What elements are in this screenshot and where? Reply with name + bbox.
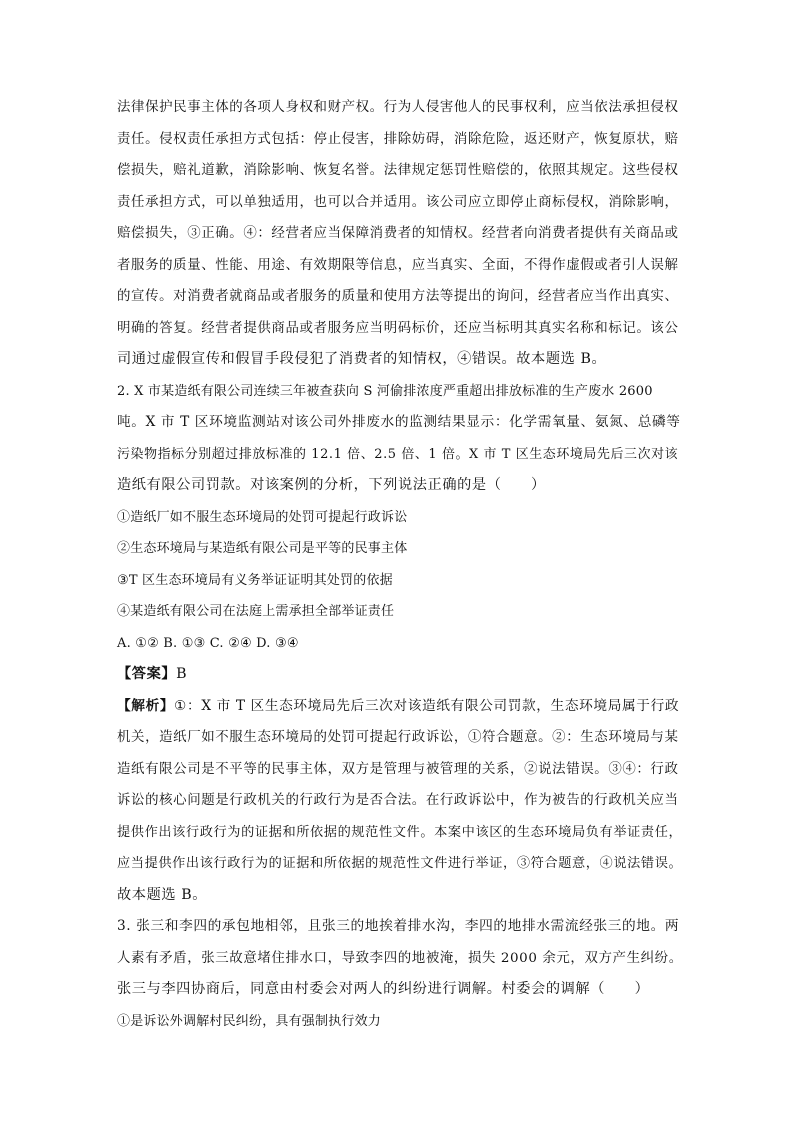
- text-line: ①：X 市 T 区生态环境局先后三次对该造纸有限公司罚款，生态环境局属于行政: [174, 697, 680, 714]
- answer-choices: A. ①② B. ①③ C. ②④ D. ③④: [117, 635, 299, 651]
- option-statement: ③T 区生态环境局有义务举证证明其处罚的依据: [117, 572, 393, 588]
- analysis-label: 【解析】: [117, 697, 175, 714]
- question-3: [117, 911, 687, 1037]
- question-stem-line: 2. X 市某造纸有限公司连续三年被查获向 S 河偷排浓度严重超出排放标准的生产废水 2600: [117, 383, 653, 399]
- text-line: 机关，造纸厂如不服生态环境局的处罚可提起行政诉讼，①符合题意。②：生态环境局与某: [117, 730, 679, 745]
- text-line: 故本题选 B。: [117, 886, 208, 903]
- text-line: 法律保护民事主体的各项人身权和财产权。行为人侵害他人的民事权利，应当依法承担侵权: [117, 100, 679, 115]
- question-stem-line: 人素有矛盾，张三故意堵住排水口，导致李四的地被淹，损失 2000 余元，双方产生纠纷。: [117, 950, 683, 966]
- question-stem-line: 吨。X 市 T 区环境监测站对该公司外排废水的监测结果显示：化学需氧量、氨氮、总磷等: [117, 414, 681, 430]
- question-2: [117, 376, 687, 912]
- question-stem-line: 污染物指标分别超过排放标准的 12.1 倍、2.5 倍、1 倍。X 市 T 区生态环境局先后三次对该: [117, 446, 679, 462]
- text-line: 偿损失，赔礼道歉，消除影响、恢复名誉。法律规定惩罚性赔偿的，依照其规定。这些侵权: [117, 163, 679, 178]
- previous-explanation: [117, 92, 687, 376]
- answer-label: 【答案】: [117, 666, 177, 682]
- analysis-line: [117, 691, 687, 723]
- text-line: 的宣传。对消费者就商品或者服务的质量和使用方法等提出的询问，经营者应当作出真实、: [117, 289, 679, 304]
- option-statement: ①造纸厂如不服生态环境局的处罚可提起行政诉讼: [117, 509, 408, 525]
- text-line: 造纸有限公司是不平等的民事主体，双方是管理与被管理的关系，②说法错误。③④：行政: [117, 761, 679, 777]
- text-line: 司通过虚假宣传和假冒手段侵犯了消费者的知情权，④错误。故本题选 B。: [117, 351, 607, 367]
- text-line: 责任承担方式，可以单独适用，也可以合并适用。该公司应立即停止商标侵权，消除影响，: [117, 194, 679, 210]
- text-line: 者服务的质量、性能、用途、有效期限等信息，应当真实、全面，不得作虚假或者引人误解: [117, 257, 679, 273]
- option-statement: ①是诉讼外调解村民纠纷，具有强制执行效力: [117, 1013, 382, 1029]
- answer-line: [117, 659, 687, 691]
- text-line: 提供作出该行政行为的证据和所依据的规范性文件。本案中该区的生态环境局负有举证责任，: [117, 824, 683, 840]
- text-line: 责任。侵权责任承担方式包括：停止侵害，排除妨碍，消除危险，返还财产，恢复原状，赔: [117, 131, 679, 147]
- option-statement: ④某造纸有限公司在法庭上需承担全部举证责任: [117, 604, 395, 619]
- question-stem-line: 张三与李四协商后，同意由村委会对两人的纠纷进行调解。村委会的调解（ ）: [117, 981, 650, 997]
- answer-value: B: [176, 666, 188, 682]
- text-line: 诉讼的核心问题是行政机关的行政行为是否合法。在行政诉讼中，作为被告的行政机关应当: [117, 793, 679, 808]
- option-statement: ②生态环境局与某造纸有限公司是平等的民事主体: [117, 541, 408, 556]
- text-line: 应当提供作出该行政行为的证据和所依据的规范性文件进行举证，③符合题意，④说法错误。: [117, 856, 683, 871]
- text-line: 明确的答复。经营者提供商品或者服务应当明码标价，还应当标明其真实名称和标记。该公: [117, 320, 679, 336]
- page-content: [117, 92, 687, 1037]
- question-stem-line: 3. 张三和李四的承包地相邻，且张三的地挨着排水沟，李四的地排水需流经张三的地。两: [117, 918, 680, 934]
- question-stem-line: 造纸有限公司罚款。对该案例的分析，下列说法正确的是（ ）: [117, 477, 546, 493]
- text-line: 赔偿损失，③正确。④：经营者应当保障消费者的知情权。经营者向消费者提供有关商品或: [117, 226, 679, 241]
